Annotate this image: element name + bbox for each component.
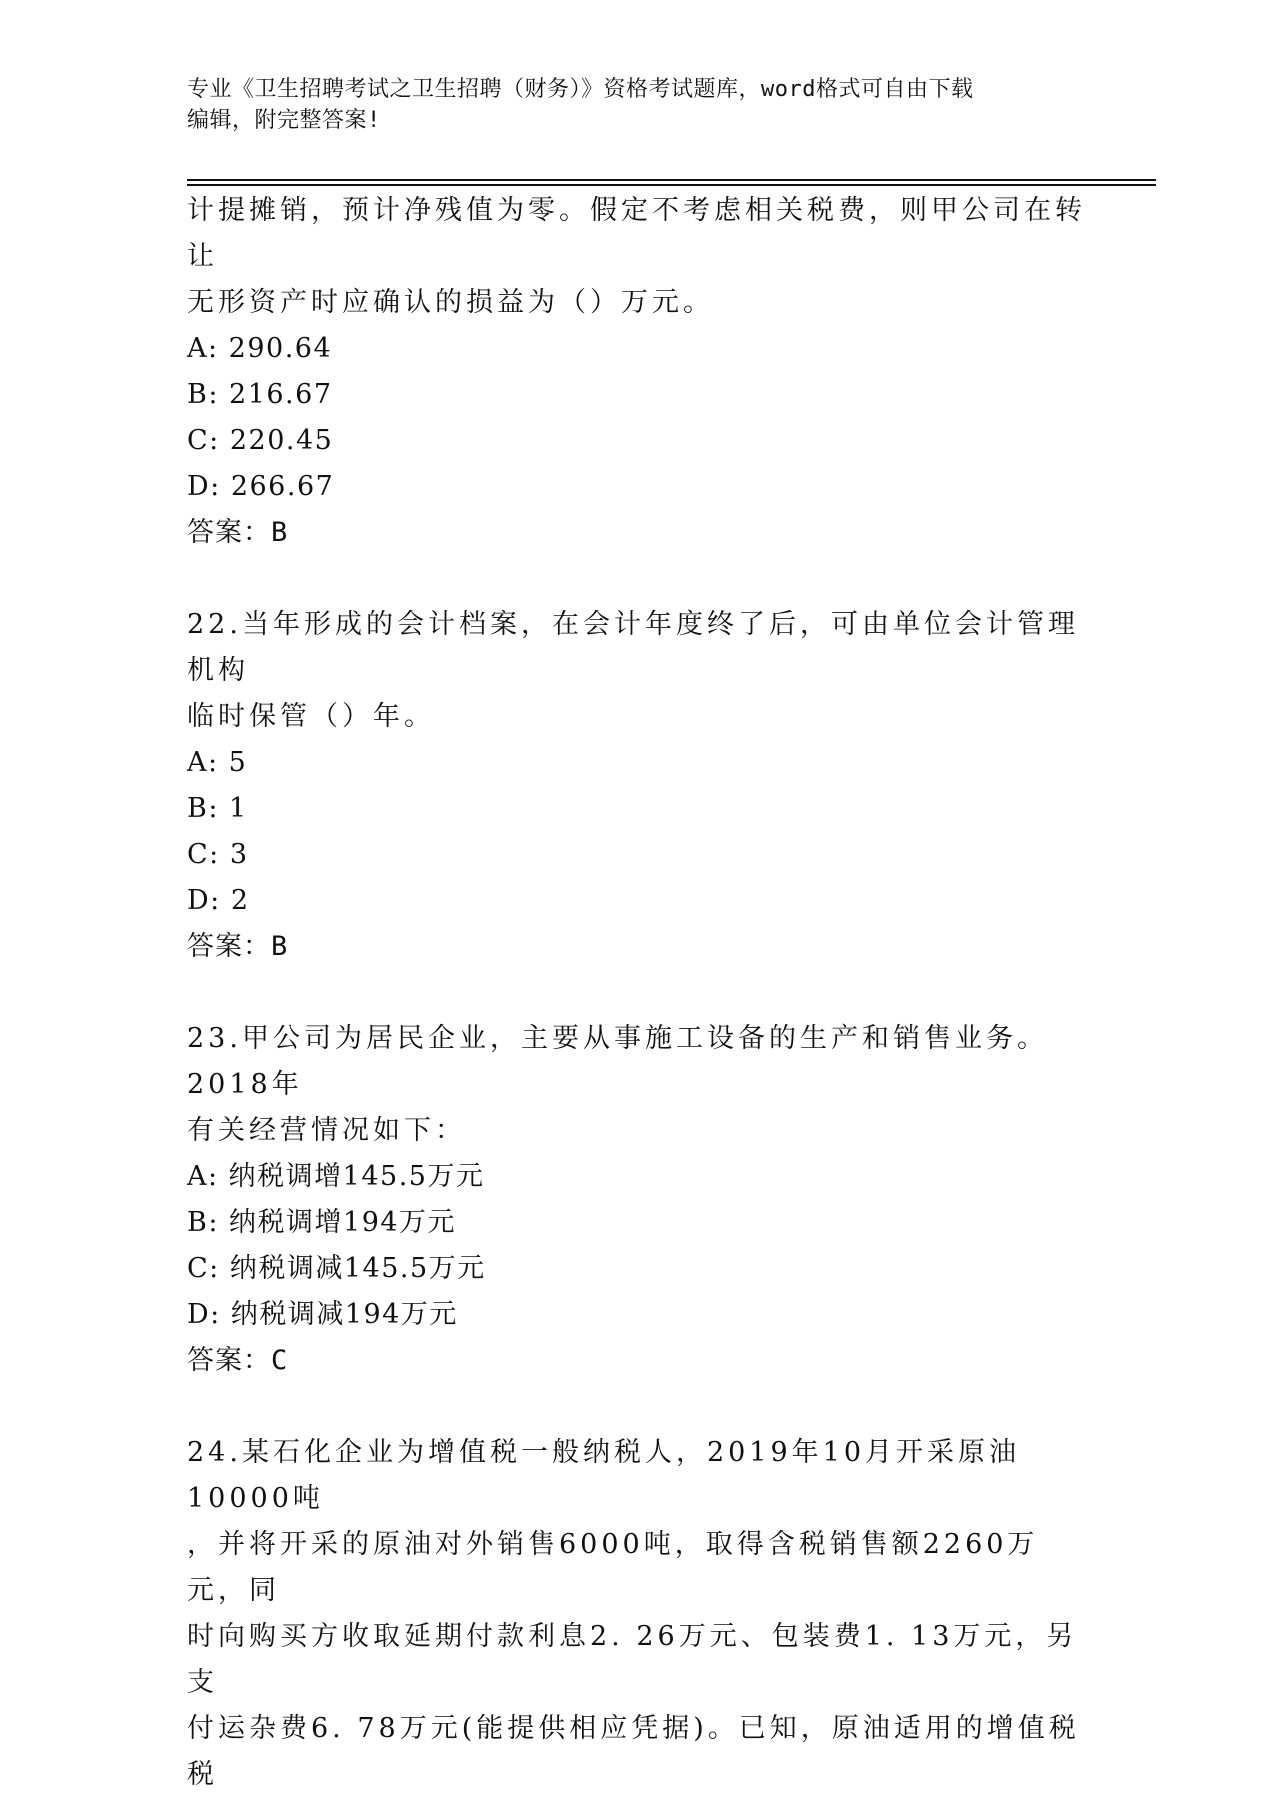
question-text-line: 临时保管（）年。 xyxy=(187,701,435,732)
question-23 xyxy=(187,1016,1087,1384)
option-b: B: 1 xyxy=(187,793,248,824)
document-body xyxy=(187,188,1087,1798)
option-d: D: 266.67 xyxy=(187,471,335,502)
answer-line: 答案：B xyxy=(187,517,289,548)
question-text-line: 付运杂费6. 78万元(能提供相应凭据)。已知，原油适用的增值税税 xyxy=(187,1713,1080,1790)
option-d: D: 2 xyxy=(187,885,250,916)
option-d: D: 纳税调减194万元 xyxy=(187,1299,458,1330)
spacer xyxy=(187,1384,1087,1430)
question-text-line: 24.某石化企业为增值税一般纳税人，2019年10月开采原油10000吨 xyxy=(187,1437,1021,1514)
spacer xyxy=(187,556,1087,602)
option-c: C: 220.45 xyxy=(187,425,334,456)
answer-line: 答案：B xyxy=(187,931,289,962)
option-b: B: 纳税调增194万元 xyxy=(187,1207,457,1238)
question-text-line: ，并将开采的原油对外销售6000吨，取得含税销售额2260万元，同 xyxy=(187,1529,1039,1606)
option-b: B: 216.67 xyxy=(187,379,333,410)
header-line-1: 专业《卫生招聘考试之卫生招聘（财务）》资格考试题库，word格式可自由下载 xyxy=(187,77,974,102)
option-c: C: 3 xyxy=(187,839,249,870)
header-line-2: 编辑，附完整答案! xyxy=(187,108,381,133)
option-a: A: 5 xyxy=(187,747,248,778)
option-a: A: 纳税调增145.5万元 xyxy=(187,1161,485,1192)
question-22 xyxy=(187,602,1087,970)
question-text-line: 22.当年形成的会计档案，在会计年度终了后，可由单位会计管理机构 xyxy=(187,609,1079,686)
question-text-line: 时向购买方收取延期付款利息2. 26万元、包装费1. 13万元，另支 xyxy=(187,1621,1078,1698)
question-21-continued xyxy=(187,188,1087,556)
question-text-line: 计提摊销，预计净残值为零。假定不考虑相关税费，则甲公司在转让 xyxy=(187,195,1086,272)
option-c: C: 纳税调减145.5万元 xyxy=(187,1253,486,1284)
header-divider-bottom xyxy=(187,184,1156,186)
header-divider-top xyxy=(187,179,1156,181)
question-text-line: 有关经营情况如下： xyxy=(187,1115,466,1146)
page-header xyxy=(187,74,1087,136)
question-text-line: 无形资产时应确认的损益为（）万元。 xyxy=(187,287,714,318)
spacer xyxy=(187,970,1087,1016)
answer-line: 答案：C xyxy=(187,1345,289,1376)
question-text-line: 23.甲公司为居民企业，主要从事施工设备的生产和销售业务。2018年 xyxy=(187,1023,1048,1100)
question-24 xyxy=(187,1430,1087,1798)
option-a: A: 290.64 xyxy=(187,333,333,364)
